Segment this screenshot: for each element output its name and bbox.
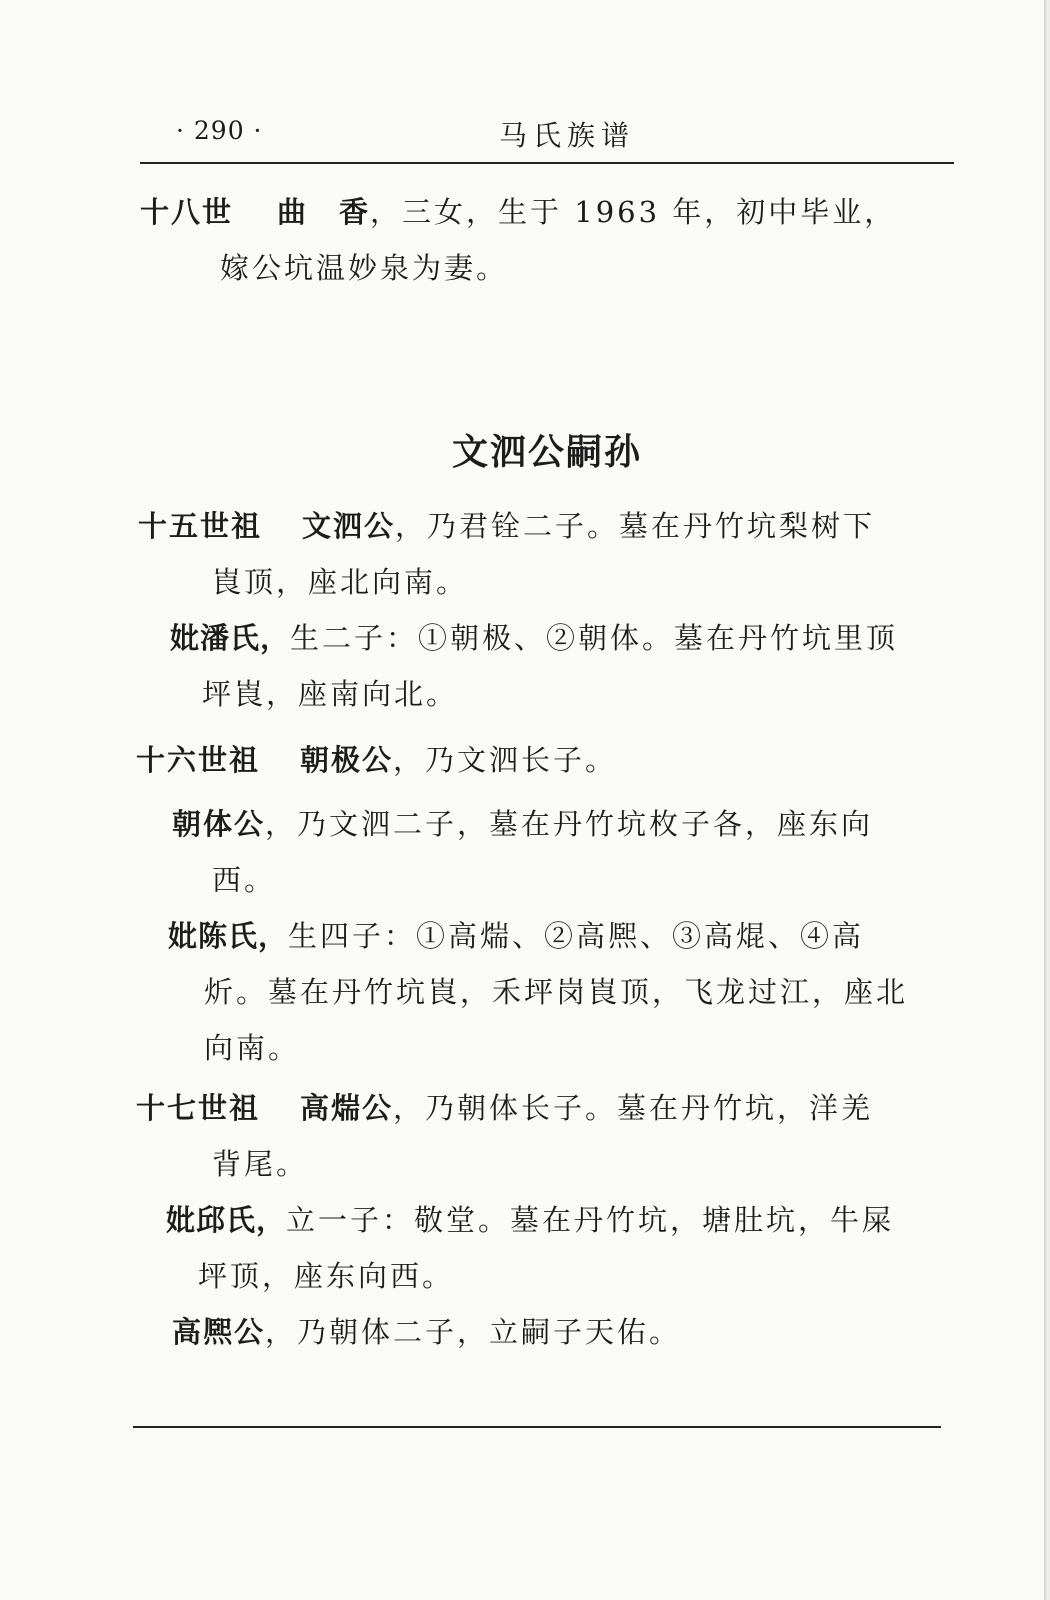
wife-text-cont: 炘。墓在丹竹坑崀，禾坪岗崀顶，飞龙过江，座北: [204, 975, 909, 1009]
generation-label: 十八世: [140, 195, 234, 229]
entry-text-cont: 崀顶，座北向南。: [212, 565, 469, 599]
entry-text-cont: 背尾。: [212, 1147, 309, 1181]
entry-text-2: ，乃朝体二子，立嗣子天佑。: [265, 1315, 682, 1349]
person-name-2: 朝体公: [172, 807, 266, 841]
section-title: 文泗公嗣孙: [451, 432, 642, 473]
running-title: 马氏族谱: [498, 119, 635, 152]
wife-text-cont: 坪顶，座东向西。: [198, 1259, 455, 1293]
entry-text-2: ，乃文泗二子，墓在丹竹坑枚子各，座东向: [265, 807, 874, 841]
wife-text: 立一子：敬堂。墓在丹竹坑，塘肚坑，牛屎: [286, 1203, 895, 1237]
wife-text: 生二子：①朝极、②朝体。墓在丹竹坑里顶: [290, 621, 899, 655]
entry-text-cont: 嫁公坑温妙泉为妻。: [220, 251, 509, 285]
wife-name: 妣邱氏，: [166, 1203, 287, 1237]
footer-rule: [133, 1426, 941, 1428]
person-name: 曲 香: [277, 195, 371, 229]
entry-text: ，三女，生于 1963 年，初中毕业，: [370, 195, 897, 229]
entry-text-2-cont: 西。: [212, 863, 277, 897]
wife-name: 妣潘氏，: [170, 621, 291, 655]
wife-text: 生四子：①高煓、②高熈、③高焜、④高: [288, 919, 865, 953]
entry-gen18: [140, 184, 954, 296]
wife-name: 妣陈氏，: [168, 919, 289, 953]
entry-text: ，乃文泗长子。: [393, 743, 618, 777]
person-name: 高煓公: [300, 1091, 394, 1125]
generation-label: 十六世祖: [136, 743, 261, 777]
generation-label: 十五世祖: [138, 509, 263, 543]
entry-gen16: [136, 732, 954, 1076]
page-header: [140, 112, 954, 152]
person-name-2: 高熈公: [172, 1315, 266, 1349]
entry-text: ，乃朝体长子。墓在丹竹坑，洋羌: [393, 1091, 874, 1125]
header-rule: [140, 162, 954, 164]
person-name: 文泗公: [302, 509, 396, 543]
wife-text-cont: 坪崀，座南向北。: [202, 677, 459, 711]
entry-gen15: [138, 498, 954, 722]
entry-text: ，乃君铨二子。墓在丹竹坑梨树下: [395, 509, 876, 543]
page-number: · 290 ·: [176, 116, 263, 145]
entry-gen17: [136, 1080, 954, 1360]
generation-label: 十七世祖: [136, 1091, 261, 1125]
person-name: 朝极公: [300, 743, 394, 777]
wife-text-cont-2: 向南。: [204, 1031, 301, 1065]
